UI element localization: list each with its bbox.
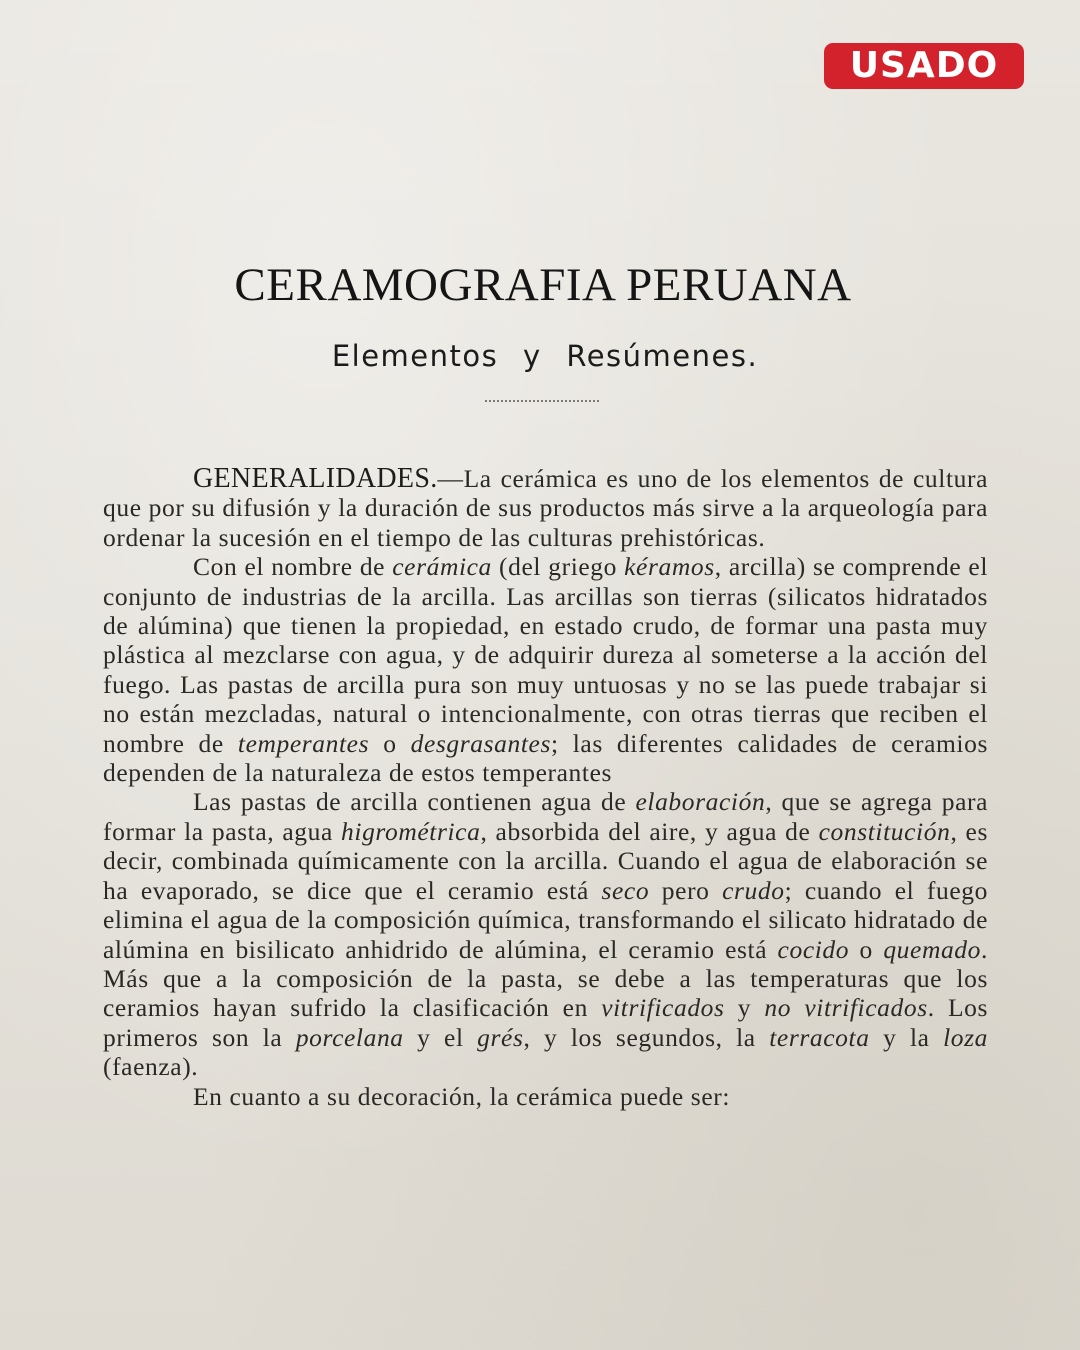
body-text xyxy=(103,464,988,1111)
italic-term: constitución xyxy=(818,816,951,846)
italic-term: grés xyxy=(477,1022,524,1052)
paragraph-text: —La cerámica es uno de los elementos de cultura que por su difusión y la duración de sus productos más sirve a la arqueología para ordenar la sucesión en el tiempo de las culturas prehistóricas. xyxy=(103,464,988,552)
used-badge: USADO xyxy=(824,43,1024,89)
paragraph-text: , es decir, combinada químicamente con la arcilla. Cuando el agua de elaboración se ha evaporado, se dice que el ceramio está xyxy=(103,816,989,905)
italic-term: seco xyxy=(601,875,650,905)
italic-term: elaboración xyxy=(635,787,766,817)
paragraph-text: y la xyxy=(869,1022,944,1052)
paragraph-text: Las pastas de arcilla contienen agua de xyxy=(193,787,636,817)
paragraph-text: y xyxy=(724,993,765,1023)
paragraph-text: . Más que a la composición de la pasta, se debe a las temperaturas que los ceramios hayan sufrido la clasificación en xyxy=(103,934,988,1023)
paragraph-text: , arcilla) se comprende el conjunto de industrias de la arcilla. Las arcillas son tierras (silicatos hidratados de alúmina) que tienen la propiedad, en estado crudo, de formar una pasta muy plástica al mezclarse con agua, y de adquirir dureza al someterse a la acción del fuego. Las pastas de arcilla pura son muy untuosas y no se las puede trabajar si no están mezcladas, natural o intencionalmente, con otras tierras que reciben el nombre de xyxy=(103,552,989,758)
section-heading: GENERALIDADES. xyxy=(193,463,438,494)
paragraph-text: (faenza). xyxy=(103,1052,199,1082)
italic-term: quemado xyxy=(883,934,982,964)
page-title: CERAMOGRAFIA PERUANA xyxy=(234,259,852,311)
italic-term: cerámica xyxy=(392,552,492,582)
italic-term: terracota xyxy=(769,1022,870,1052)
italic-term: vitrificados xyxy=(601,993,725,1023)
page-subtitle: Elementos y Resúmenes. xyxy=(331,339,759,373)
italic-term: temperantes xyxy=(237,728,370,758)
italic-term: higrométrica xyxy=(341,816,481,846)
paragraph-text: o xyxy=(849,934,884,964)
paragraph-ceramica xyxy=(103,552,988,787)
italic-term: no vitrificados xyxy=(764,993,928,1023)
italic-term: cocido xyxy=(777,934,850,964)
paragraph-text: ; las diferentes calidades de ceramios dependen de la naturaleza de estos temperantes xyxy=(103,728,988,788)
paragraph-text: , absorbida del aire, y agua de xyxy=(480,816,819,846)
paragraph-pastas xyxy=(103,787,988,1081)
italic-term: desgrasantes xyxy=(410,728,551,758)
paragraph-text: pero xyxy=(649,875,723,905)
paragraph-text: ; cuando el fuego elimina el agua de la composición química, transformando el silicato hidratado de alúmina en bisilicato anhidrido de alúmina, el ceramio está xyxy=(103,875,988,964)
paragraph-text: o xyxy=(369,728,411,758)
title-divider xyxy=(485,400,599,402)
paragraph-text: En cuanto a su decoración, la cerámica puede ser: xyxy=(193,1081,731,1111)
paragraph-text: y el xyxy=(403,1022,478,1052)
paragraph-text: (del griego xyxy=(491,552,625,582)
italic-term: kéramos xyxy=(624,552,715,582)
paragraph-decoracion xyxy=(103,1082,988,1111)
paragraph-text: , y los segundos, la xyxy=(523,1022,770,1052)
paragraph-text: Con el nombre de xyxy=(193,552,393,582)
italic-term: crudo xyxy=(722,875,785,905)
paragraph-text: , que se agrega para formar la pasta, agua xyxy=(103,787,988,846)
italic-term: porcelana xyxy=(295,1022,404,1052)
paragraph-generalidades xyxy=(103,464,988,552)
paragraph-text: . Los primeros son la xyxy=(103,993,988,1052)
italic-term: loza xyxy=(943,1022,988,1052)
